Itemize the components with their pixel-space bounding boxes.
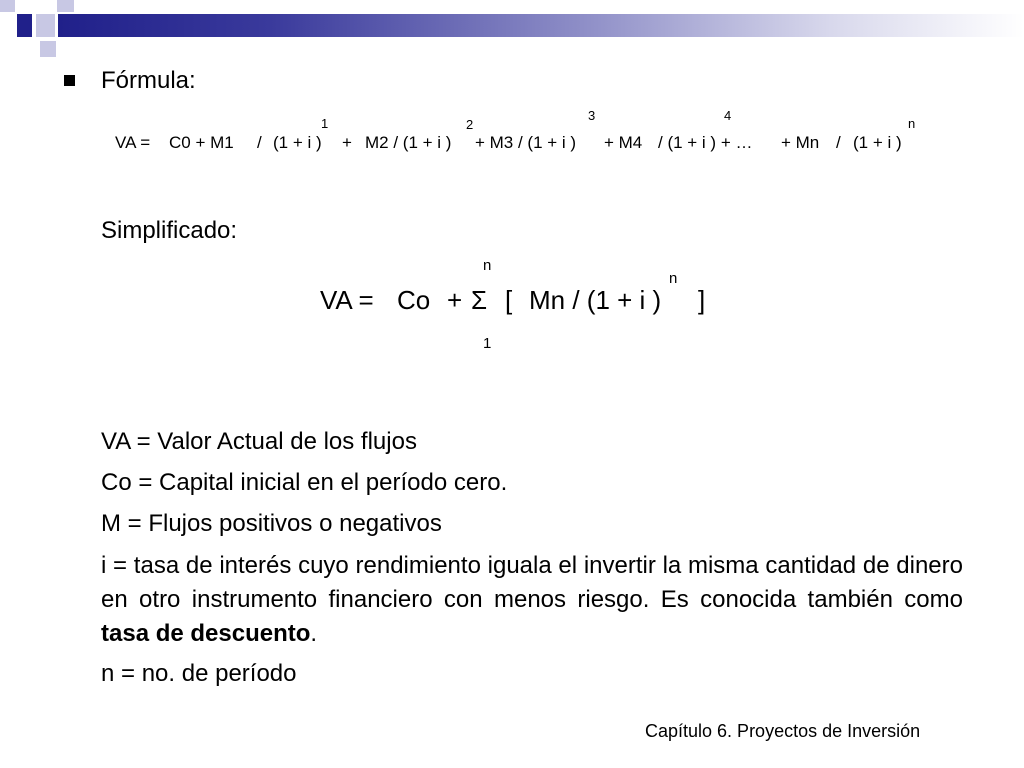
formula-term-c0-m1: C0 + M1: [169, 133, 234, 152]
definition-co: Co = Capital inicial en el período cero.: [101, 469, 508, 496]
header-square-3: [36, 14, 55, 37]
simplified-co: Co: [397, 285, 431, 315]
simplified-plus: +: [447, 285, 463, 315]
simplified-bracket-open: [: [505, 285, 513, 315]
formula-exponent-n: n: [908, 116, 916, 131]
definition-i-bold-term: tasa de descuento: [101, 620, 311, 647]
sigma-upper-limit: n: [483, 257, 492, 274]
definition-i-text: i = tasa de interés cuyo rendimiento iguala el invertir la misma cantidad de dinero en otro instrumento financiero con menos riesgo. Es conocida también como: [101, 552, 963, 613]
header-bar: [58, 14, 1024, 37]
definition-i-end: .: [310, 620, 318, 647]
formula-exponent-4: 4: [724, 108, 732, 123]
formula-denominator-1: (1 + i ): [273, 133, 322, 152]
definition-va: VA = Valor Actual de los flujos: [101, 428, 417, 455]
header-square-4: [57, 0, 74, 12]
formula-term-m4: + M4: [604, 133, 643, 152]
simplified-bracket-close: ]: [698, 285, 706, 315]
definition-n: n = no. de período: [101, 660, 297, 687]
header-square-1: [0, 0, 15, 12]
formula-slash-1: /: [257, 133, 262, 152]
sigma-symbol: Σ: [471, 285, 488, 315]
formula-heading: Fórmula:: [101, 67, 196, 94]
formula-term-m3: + M3 / (1 + i ): [475, 133, 577, 152]
definition-i-paragraph: [101, 549, 963, 651]
sigma-lower-limit: 1: [483, 335, 492, 352]
formula-plus-1: +: [342, 133, 352, 152]
simplified-lhs: VA =: [320, 285, 374, 315]
formula-exponent-1: 1: [321, 116, 329, 131]
formula-term-m4-denominator: / (1 + i ) + …: [658, 133, 753, 152]
formula-slash-n: /: [836, 133, 841, 152]
formula-term-mn: + Mn: [781, 133, 820, 152]
formula-lhs: VA =: [115, 133, 151, 152]
simplified-body: Mn / (1 + i ): [529, 285, 662, 315]
formula-term-m2: M2 / (1 + i ): [365, 133, 452, 152]
header-square-2: [17, 14, 32, 37]
footer-chapter-label: Capítulo 6. Proyectos de Inversión: [645, 721, 921, 741]
simplified-heading: Simplificado:: [101, 217, 238, 244]
formula-exponent-2: 2: [466, 117, 474, 132]
simplified-exponent-n: n: [669, 270, 678, 287]
formula-exponent-3: 3: [588, 108, 596, 123]
formula-denominator-n: (1 + i ): [853, 133, 902, 152]
header-square-5: [40, 41, 56, 57]
definition-m: M = Flujos positivos o negativos: [101, 510, 442, 537]
bullet-icon: [64, 75, 75, 86]
